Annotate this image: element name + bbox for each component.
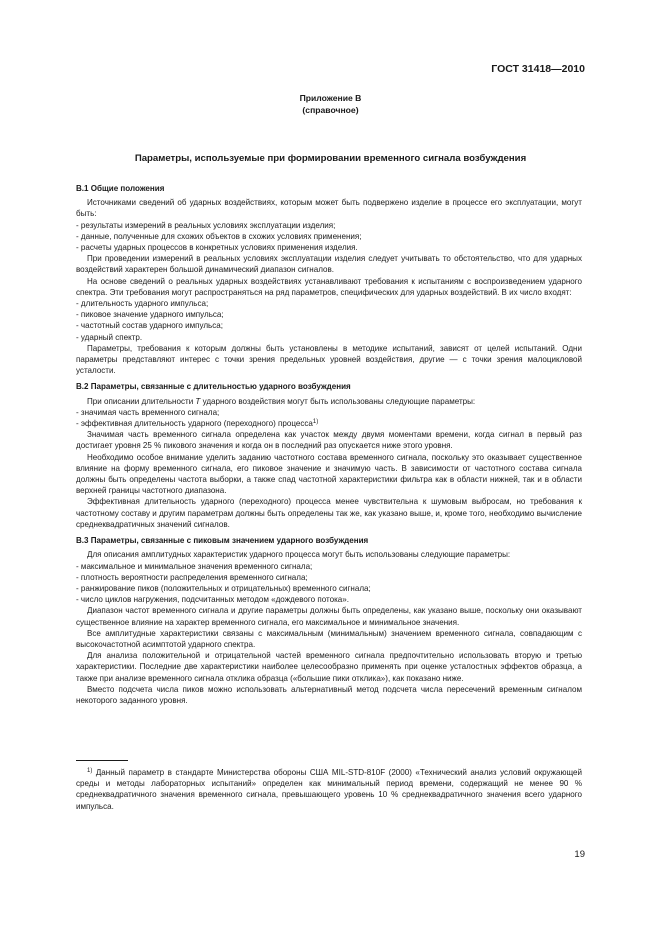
footnote-text: Данный параметр в стандарте Министерства обороны США MIL-STD-810F (2000) «Технический анализ условий окружающей среды и методы лабораторных испытаний» определен как минимальный период времени, содержащий не менее 90 % среднеквадратичного значения временного сигнала, превышающего уровень 10 % среднеквадратичного значения всего ударного импульса.: [76, 768, 582, 811]
list-item: - расчеты ударных процессов в конкретных условиях применения изделия.: [76, 242, 582, 253]
list-item-text: эффективная длительность ударного (переходного) процесса: [80, 419, 313, 429]
paragraph: Значимая часть временного сигнала определена как участок между двумя моментами времени, когда сигнал в первый раз достигает уровня 25 % пикового значения и когда он в последний раз опускается ниже этого уровня.: [76, 430, 582, 451]
list-item: - ударный спектр.: [76, 332, 582, 343]
paragraph: На основе сведений о реальных ударных воздействиях устанавливают требования к испытаниям с воспроизведением ударного спектра. Эти требования могут распространяться на ряд параметров, специфических для ударных воздействий. В их число входят:: [76, 276, 582, 297]
paragraph: Источниками сведений об ударных воздействиях, которым может быть подвержено изделие в процессе его эксплуатации, могут быть:: [76, 198, 582, 219]
list-item: - значимая часть временного сигнала;: [76, 407, 582, 418]
paragraph: Вместо подсчета числа пиков можно использовать альтернативный метод подсчета числа пересечений временным сигналом некоторого заданного уровня.: [76, 684, 582, 705]
appendix-note: (справочное): [302, 105, 359, 115]
section-b1-heading: В.1 Общие положения: [76, 184, 165, 193]
page-number: 19: [574, 849, 585, 860]
paragraph: Эффективная длительность ударного (переходного) процесса менее чувствительна к шумовым выбросам, но требования к частотному составу и другим параметрам должны быть определены так же, как указано выше, и, кроме того, необходимо вычисление среднеквадратичных значений сигналов.: [76, 497, 582, 529]
list-item: - частотный состав ударного импульса;: [76, 320, 582, 331]
list-item: - длительность ударного импульса;: [76, 298, 582, 309]
standard-number: ГОСТ 31418—2010: [491, 63, 585, 75]
footnote: [76, 767, 582, 812]
appendix-label: Приложение В: [299, 93, 362, 103]
section-b2-heading: В.2 Параметры, связанные с длительностью ударного возбуждения: [76, 382, 351, 392]
list-item: - пиковое значение ударного импульса;: [76, 309, 582, 320]
list-item: - плотность вероятности распределения временного сигнала;: [76, 572, 582, 583]
paragraph: При проведении измерений в реальных условиях эксплуатации изделия следует учитывать то обстоятельство, что для ударных воздействий характерен большой динамический диапазон сигналов.: [76, 254, 582, 275]
list-item: - данные, полученные для схожих объектов в схожих условиях применения;: [76, 231, 582, 242]
list-item: - результаты измерений в реальных условиях эксплуатации изделия;: [76, 220, 582, 231]
paragraph: Для анализа положительной и отрицательной частей временного сигнала предпочтительно использовать вторую и третью характеристики. Последние две характеристики наиболее целесообразно применять при оценке усталостных эффектов образца, а также при анализе временного сигнала отклика образца («большие пики отклика»), как показано ниже.: [76, 651, 582, 683]
paragraph: Диапазон частот временного сигнала и другие параметры должны быть определены, как указано выше, поскольку они оказывают существенное влияние на характер временного сигнала, его максимальное и минимальное значения.: [76, 606, 582, 627]
list-item: - максимальное и минимальное значения временного сигнала;: [76, 561, 582, 572]
paragraph: [76, 396, 582, 407]
footnote-mark: 1): [87, 768, 93, 774]
appendix-title: Параметры, используемые при формировании временного сигнала возбуждения: [134, 153, 527, 164]
document-body: [76, 183, 582, 706]
list-item: - число циклов нагружения, подсчитанных методом «дождевого потока».: [76, 594, 582, 605]
list-item: [76, 418, 582, 429]
paragraph: Все амплитудные характеристики связаны с максимальным (минимальным) значением временного сигнала, совпадающим с высокочастотной асимптотой ударного спектра.: [76, 628, 582, 649]
paragraph-text: При описании длительности: [87, 396, 196, 406]
duration-variable: T: [195, 396, 201, 406]
paragraph: Необходимо особое внимание уделить заданию частотного состава временного сигнала, поскольку это оказывает существенное влияние на форму временного сигнала, его пиковое значение и значимую часть. В зависимости от частотного состава сигнала должны быть определены частота выборки, а также спад частотной характеристики фильтра как в области нижней, так и в области верхней границы частотного диапазона.: [76, 452, 582, 496]
paragraph-text: ударного воздействия могут быть использованы следующие параметры:: [200, 396, 476, 406]
list-item: - ранжирование пиков (положительных и отрицательных) временного сигнала;: [76, 583, 582, 594]
footnote-divider: [76, 760, 128, 761]
paragraph: Для описания амплитудных характеристик ударного процесса могут быть использованы следующие параметры:: [87, 550, 511, 560]
paragraph: Параметры, требования к которым должны быть установлены в методике испытаний, зависят от целей испытаний. Одни параметры представляют интерес с точки зрения предельных уровней воздействия, другие — с точки зрения малоцикловой усталости.: [76, 343, 582, 376]
section-b3-heading: В.3 Параметры, связанные с пиковым значением ударного возбуждения: [76, 536, 369, 546]
footnote-reference[interactable]: 1): [312, 419, 319, 426]
